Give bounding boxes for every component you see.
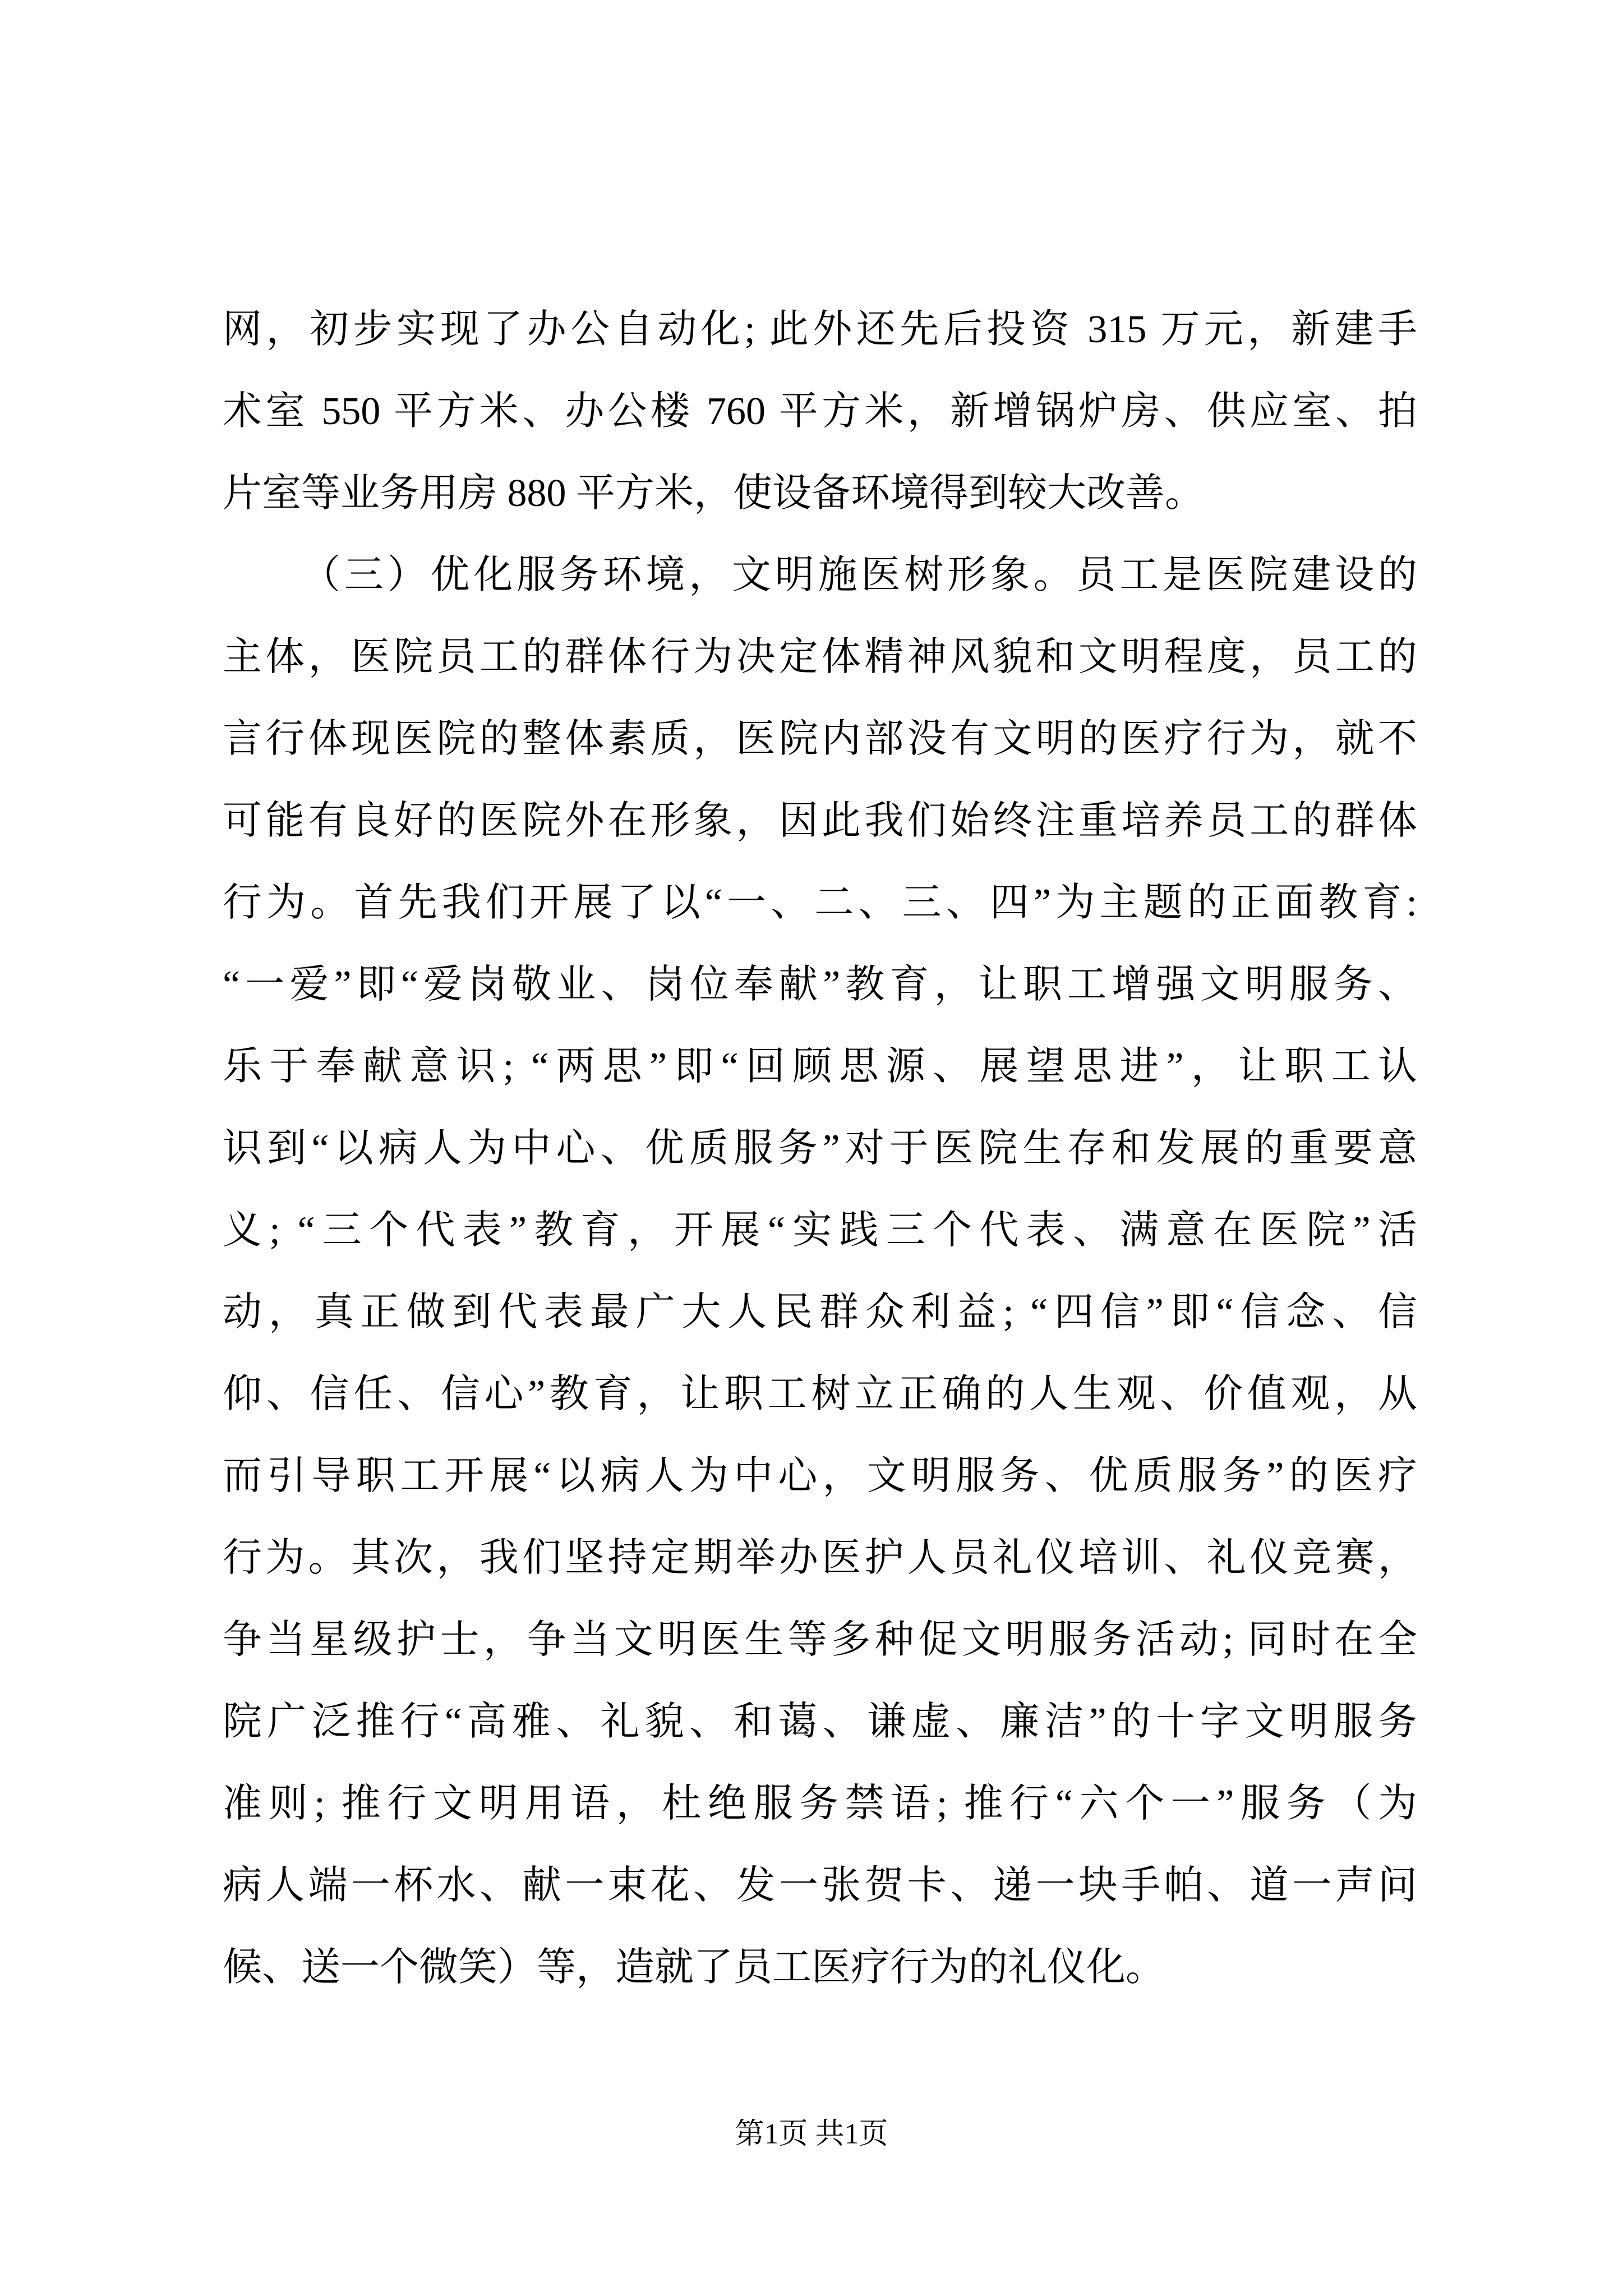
text-line: 仰、信任、信心”教育，让职工树立正确的人生观、价值观，从 (223, 1373, 1417, 1416)
text-line: 术室 550 平方米、办公楼 760 平方米，新增锅炉房、供应室、拍 (223, 390, 1417, 433)
text-line: 网，初步实现了办公自动化; 此外还先后投资 315 万元，新建手 (223, 308, 1417, 351)
text-line: 乐于奉献意识; “两思”即“回顾思源、展望思进”，让职工认 (223, 1045, 1417, 1088)
text-line: 院广泛推行“高雅、礼貌、和蔼、谦虚、廉洁”的十字文明服务 (223, 1700, 1417, 1743)
text-line: 病人端一杯水、献一束花、发一张贺卡、递一块手帕、道一声问 (223, 1864, 1417, 1907)
text-line: 行为。首先我们开展了以“一、二、三、四”为主题的正面教育: (223, 881, 1417, 924)
text-line: 识到“以病人为中心、优质服务”对于医院生存和发展的重要意 (223, 1127, 1417, 1170)
text-line: （三）优化服务环境，文明施医树形象。员工是医院建设的 (301, 554, 1417, 597)
text-line: 义; “三个代表”教育，开展“实践三个代表、满意在医院”活 (223, 1209, 1417, 1252)
text-line: 主体，医院员工的群体行为决定体精神风貌和文明程度，员工的 (223, 636, 1417, 679)
document-body (223, 289, 1417, 2009)
text-line: “一爱”即“爱岗敬业、岗位奉献”教育，让职工增强文明服务、 (223, 963, 1417, 1006)
text-line: 片室等业务用房 880 平方米，使设备环境得到较大改善。 (223, 472, 1204, 515)
text-line: 行为。其次，我们坚持定期举办医护人员礼仪培训、礼仪竞赛， (223, 1536, 1417, 1580)
text-line: 候、送一个微笑）等，造就了员工医疗行为的礼仪化。 (223, 1946, 1165, 1989)
page-number-label: 第1页 共1页 (735, 2118, 888, 2150)
text-line: 可能有良好的医院外在形象，因此我们始终注重培养员工的群体 (223, 799, 1417, 843)
text-line: 而引导职工开展“以病人为中心，文明服务、优质服务”的医疗 (223, 1455, 1417, 1498)
page-footer (0, 2109, 1623, 2160)
text-line: 言行体现医院的整体素质，医院内部没有文明的医疗行为，就不 (223, 717, 1417, 761)
text-line: 动，真正做到代表最广大人民群众利益; “四信”即“信念、信 (223, 1291, 1417, 1334)
text-line: 准则; 推行文明用语，杜绝服务禁语; 推行“六个一”服务（为 (223, 1782, 1417, 1825)
text-line: 争当星级护士，争当文明医生等多种促文明服务活动; 同时在全 (223, 1618, 1417, 1662)
